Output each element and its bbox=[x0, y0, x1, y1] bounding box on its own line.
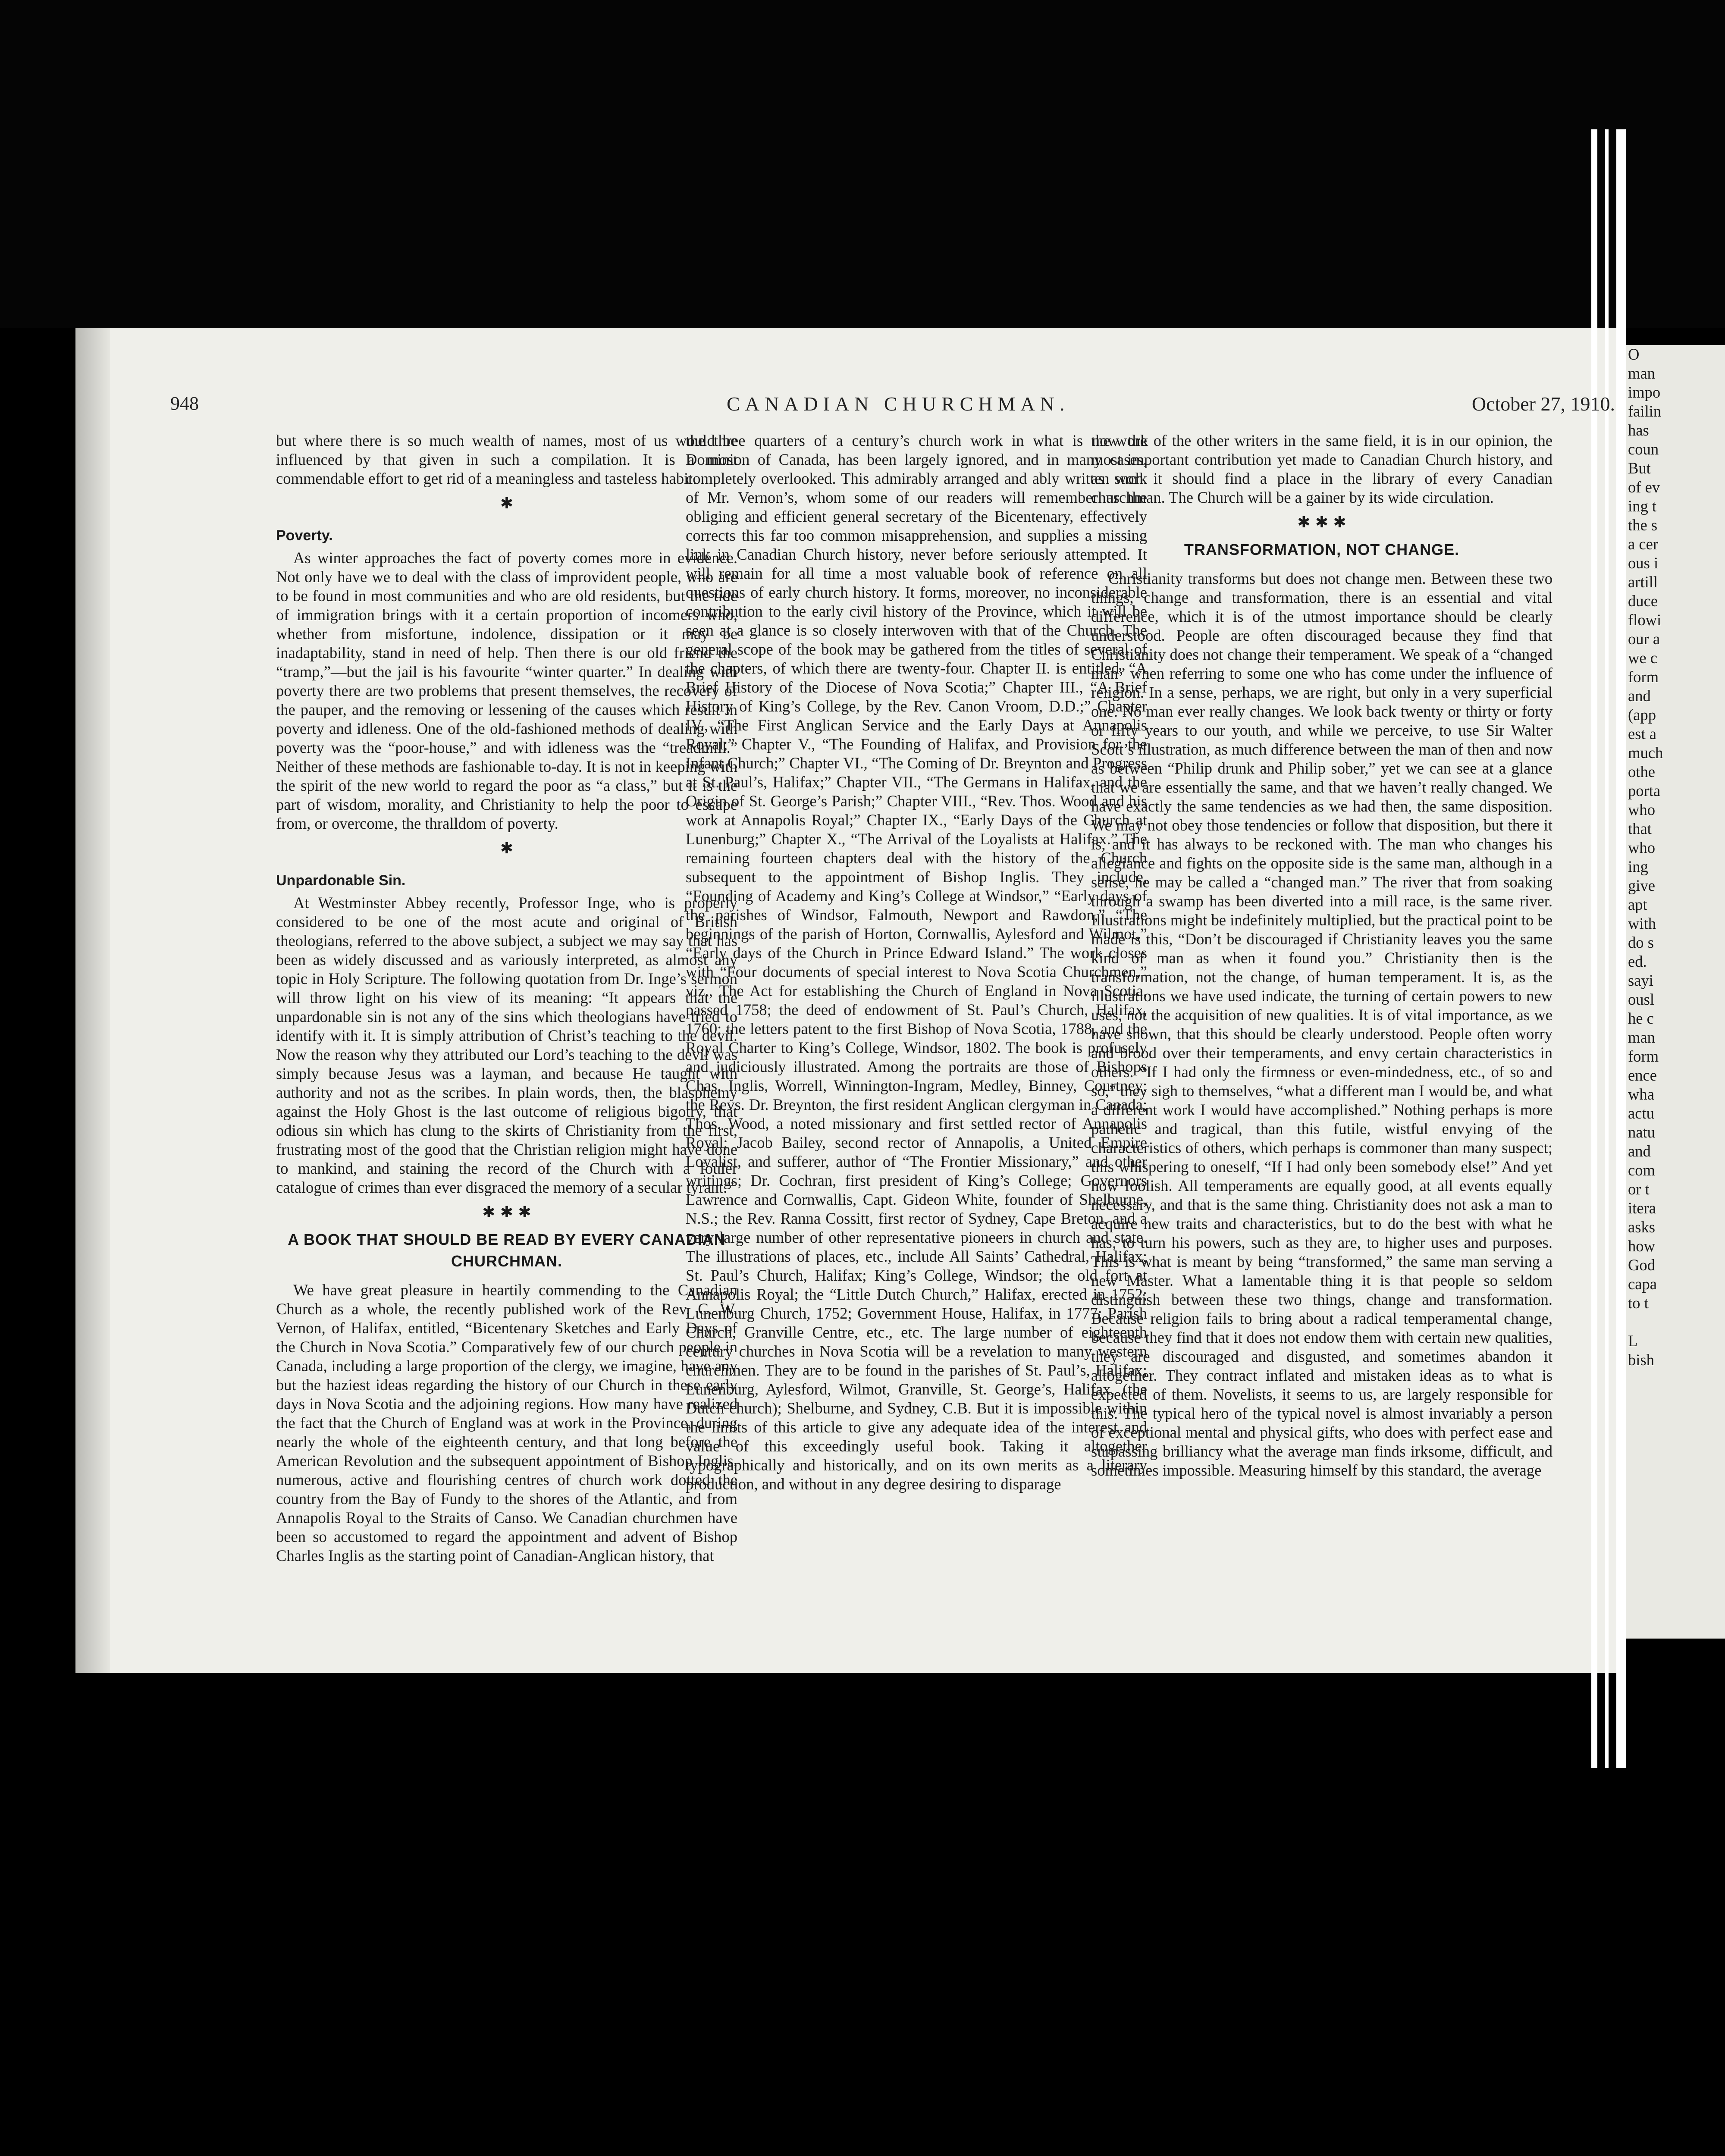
unpardonable-sin-heading: Unpardonable Sin. bbox=[276, 872, 406, 889]
fragment-line: ous i bbox=[1628, 554, 1659, 572]
fragment-line: actu bbox=[1628, 1104, 1654, 1122]
column-1 bbox=[276, 431, 737, 1571]
column-2 bbox=[686, 431, 1147, 1500]
fragment-line: sayi bbox=[1628, 971, 1653, 989]
column-3 bbox=[1091, 431, 1552, 1486]
page-fold-shadow bbox=[75, 328, 110, 1673]
fragment-line: has bbox=[1628, 421, 1649, 439]
transformation-paragraph: Christianity transforms but does not change men. Between these two things, change and transformation, there is an essential and vital difference, which it is of the utmost importance should be clearly understood. People are often discouraged because they find that Christianity does not change their temperament. We speak of a “changed man” when referring to some one who has come under the influence of religion. In a sense, perhaps, we are right, but only in a very superficial one. No man ever really changes. We look back twenty or thirty or forty or fifty years to our youth, and while we perceive, to use Sir Walter Scott’s illustration, as much difference between the man of then and now as between “Philip drunk and Philip sober,” yet we can see at a glance that we are essentially the same, and that we haven’t really changed. We have exactly the same tendencies as we had then, the same disposition. We may not obey those tendencies or follow that disposition, but there it is, and it has always to be reckoned with. The man who changes his allegiance and fights on the opposite side is the same man, although in a sense, he may be called a “changed man.” The river that from soaking through a swamp has been diverted into a mill race, is the same river. Illustrations might be indefinitely multiplied, but the practical point to be made is this, “Don’t be discouraged if Christianity leaves you the same kind of man as when it found you.” Christianity then is the transformation, not the change, of human temperament. It is, as the illustrations we have used indicate, the turning of certain powers to new uses, not the acquisition of new qualities. It is of vital importance, as we have shown, that this should be clearly understood. People often worry and brood over their temperaments, and envy certain characteristics in others. “If I had only the firmness or even-mindedness, etc., of so and so,” they sigh to themselves, “what a different man I would be, and what a different work I would have accomplished.” Nothing perhaps is more pathetic and tragical, than this futile, wistful envying of the characteristics of others, which perhaps is commoner than many suspect; this whispering to oneself, “If I had only been somebody else!” And yet how foolish. All temperaments are equally good, at all events equally necessary, and that is the same thing. Christianity does not ask a man to acquire new traits and characteristics, but to do the best with what he has; to turn his powers, such as they are, to higher uses and purposes. This is what is meant by being “transformed,” the same man serving a new Master. What a lamentable thing it is that people so seldom distinguish between these two things, change and transformation. Because religion fails to bring about a radical temperamental change, because they find that it does not endow them with certain new qualities, they are discouraged and disgusted, and sometimes abandon it altogether. They contract inflated and mistaken ideas as to what is expected of them. Novelists, it seems to us, are largely responsible for this. The typical hero of the typical novel is almost invariably a person of exceptional mental and physical gifts, who does with perfect ease and surpassing brilliancy what the average man finds irksome, difficult, and sometimes impossible. Measuring himself by this standard, the average bbox=[1091, 570, 1552, 1479]
fragment-line: form bbox=[1628, 1047, 1659, 1065]
issue-date: October 27, 1910. bbox=[1471, 393, 1615, 415]
film-edge-bar-2 bbox=[1605, 129, 1609, 1768]
poverty-heading: Poverty. bbox=[276, 527, 333, 544]
next-page-strip bbox=[1624, 345, 1725, 1639]
transformation-heading: TRANSFORMATION, NOT CHANGE. bbox=[1184, 541, 1460, 558]
fragment-line: impo bbox=[1628, 383, 1661, 401]
film-edge-bar-1 bbox=[1591, 129, 1597, 1768]
fragment-line: man bbox=[1628, 364, 1655, 382]
fragment-line: ousl bbox=[1628, 990, 1654, 1008]
fragment-line: our a bbox=[1628, 630, 1660, 648]
fragment-line: failin bbox=[1628, 402, 1662, 420]
fragment-line: ed. bbox=[1628, 953, 1647, 970]
fragment-line: form bbox=[1628, 668, 1659, 686]
fragment-line: ing t bbox=[1628, 497, 1657, 515]
fragment-line: flowi bbox=[1628, 611, 1662, 629]
film-edge-bar-3 bbox=[1616, 129, 1626, 1768]
fragment-line: do s bbox=[1628, 934, 1654, 951]
unpardonable-sin-paragraph: At Westminster Abbey recently, Professor Inge, who is properly considered to be one of the most acute and original of British theologians, referred to the above subject, a subject we may say that has been as widely discussed and as variously interpreted, as almost any topic in Holy Scripture. The following quotation from Dr. Inge’s sermon will throw light on his view of its meaning: “It appears that the unpardonable sin is not any of the sins which theologians have tried to identify with it. It is simply attribution of Christ’s teaching to the devil. Now the reason why they attributed our Lord’s teaching to the devil was simply because Jesus was a layman, and because He taught with authority and not as the scribes. In plain words, then, the blasphemy against the Holy Ghost is the last outcome of religious bigotry, that odious sin which has clung to the skirts of Christianity from the first, frustrating most of the good that the Christian religion might have done to mankind, and staining the record of the Church with a fouler catalogue of crimes than ever disgraced the memory of a secular tyrant.” bbox=[276, 894, 737, 1196]
fragment-line: with bbox=[1628, 915, 1656, 932]
fragment-line: who bbox=[1628, 801, 1655, 818]
fragment-line: or t bbox=[1628, 1180, 1650, 1198]
fragment-line: much bbox=[1628, 744, 1663, 761]
fragment-line: to t bbox=[1628, 1294, 1649, 1312]
ornament-divider: ✱ ✱ ✱ bbox=[1297, 514, 1346, 531]
next-page-fragment bbox=[1628, 345, 1663, 1369]
fragment-line: porta bbox=[1628, 782, 1661, 799]
fragment-line: artill bbox=[1628, 573, 1658, 591]
fragment-line: itera bbox=[1628, 1199, 1656, 1217]
publication-title: CANADIAN CHURCHMAN. bbox=[727, 393, 1070, 415]
fragment-line: and bbox=[1628, 1142, 1651, 1160]
page-number: 948 bbox=[170, 393, 199, 414]
fragment-line: duce bbox=[1628, 592, 1658, 610]
book-article-paragraph: We have great pleasure in heartily commending to the Canadian Church as a whole, the recently published work of the Rev. C. W. Vernon, of Halifax, entitled, “Bicentenary Sketches and Early Days of the Church in Nova Scotia.” Comparatively few of our church people in Canada, including a large proportion of the clergy, we imagine, have any but the haziest ideas regarding the history of our Church in these early days in Nova Scotia and the adjoining regions. How many have realized the fact that the Church of England was at work in the Province, during nearly the whole of the eighteenth century, and that long before the American Revolution and the subsequent appointment of Bishop Inglis, numerous, active and flourishing centres of church work dotted the country from the Bay of Fundy to the shores of the Atlantic, and from Annapolis Royal to the Straits of Canso. We Canadian churchmen have been so accustomed to regard the appointment and advent of Bishop Charles Inglis as the starting point of Canadian-Anglican history, that bbox=[276, 1281, 737, 1564]
fragment-line: ing bbox=[1628, 858, 1648, 875]
book-article-heading: A BOOK THAT SHOULD BE READ BY EVERY CANADIAN CHURCHMAN. bbox=[288, 1231, 726, 1270]
scan-border-top bbox=[0, 0, 1725, 328]
fragment-line: a cer bbox=[1628, 535, 1659, 553]
fragment-line: who bbox=[1628, 839, 1655, 856]
book-article-conclusion: the work of the other writers in the same field, it is in our opinion, the most important contribution yet made to Canadian Church history, and as such it should find a place in the library of every Canadian churchman. The Church will be a gainer by its wide circulation. bbox=[1091, 432, 1552, 506]
fragment-line: the s bbox=[1628, 516, 1658, 534]
fragment-line: est a bbox=[1628, 725, 1657, 743]
fragment-line: that bbox=[1628, 820, 1652, 837]
fragment-line: (app bbox=[1628, 706, 1656, 724]
fragment-line: L bbox=[1628, 1332, 1638, 1350]
fragment-line: asks bbox=[1628, 1218, 1655, 1236]
fragment-line: othe bbox=[1628, 763, 1655, 780]
fragment-line: give bbox=[1628, 877, 1655, 894]
fragment-line: apt bbox=[1628, 896, 1647, 913]
page-header bbox=[170, 388, 1615, 427]
fragment-line: coun bbox=[1628, 440, 1659, 458]
fragment-line: and bbox=[1628, 687, 1651, 705]
poverty-paragraph: As winter approaches the fact of poverty comes more in evidence. Not only have we to deal with the class of improvident people, who are to be found in most communities and who are old residents, but the tide of immigration brings with it a certain proportion of incomers who, whether from misfortune, indolence, dissipation or it may be inadaptability, stand in need of help. Then there is our old friend the “tramp,”—but the jail is his favourite “winter quarter.” In dealing with poverty there are two problems that present themselves, the recovery of the pauper, and the removing or lessening of the causes which result in poverty and idleness. One of the old-fashioned methods of dealing with poverty was the “poor-house,” and with idleness was the “treadmill.” Neither of these methods are fashionable to-day. It is not in keeping with the spirit of the new world to regard the poor as “a class,” but it is the part of wisdom, morality, and Christianity to help the poor to escape from, or overcome, the thralldom of poverty. bbox=[276, 549, 737, 832]
book-article-continued: the three quarters of a century’s church work in what is now the Dominion of Canada, has been largely ignored, and in many cases, completely overlooked. This admirably arranged and ably written work of Mr. Vernon’s, whom some of our readers will remember as the obliging and efficient general secretary of the Bicentenary, effectively corrects this far too common misapprehension, and supplies a missing link in Canadian Church history, never before seriously attempted. It will remain for all time a most valuable book of reference on all questions of early church history. It forms, moreover, no inconsiderable contribution to the early civil history of the Province, which it will be seen at a glance is so closely interwoven with that of the Church. The general scope of the book may be gathered from the titles of several of the chapters, of which there are twenty-four. Chapter II. is entitled, “A Brief History of the Diocese of Nova Scotia;” Chapter III., “A Brief History of King’s College, by the Rev. Canon Vroom, D.D.;” Chapter IV., “The First Anglican Service and the Early Days at Annapolis Royal;” Chapter V., “The Founding of Halifax, and Provision for the Infant Church;” Chapter VI., “The Coming of Dr. Breynton and Progress at St. Paul’s, Halifax;” Chapter VII., “The Germans in Halifax, and the Origin of St. George’s Parish;” Chapter VIII., “Rev. Thos. Wood and his work at Annapolis Royal;” Chapter IX., “Early Days of the Church at Lunenburg;” Chapter X., “The Arrival of the Loyalists at Halifax.” The remaining fourteen chapters deal with the history of the Church subsequent to the appointment of Bishop Inglis. They include, “Founding of Academy and King’s College at Windsor,” “Early days of the parishes of Windsor, Falmouth, Newport and Rawdon,” “The beginnings of the parish of Horton, Cornwallis, Aylesford and Wilmot,” “Early days of the Church in Prince Edward Island.” The work closes with “Four documents of special interest to Nova Scotia Churchmen,” viz., The Act for establishing the Church of England in Nova Scotia, passed 1758; the deed of endowment of St. Paul’s Church, Halifax, 1760; the letters patent to the first Bishop of Nova Scotia, 1788, and the Royal Charter to King’s College, Windsor, 1802. The book is profusely and judiciously illustrated. Among the portraits are those of Bishops Chas. Inglis, Worrell, Winnington-Ingram, Medley, Binney, Courtney; the Revs. Dr. Breynton, the first resident Anglican clergyman in Canada; Thos. Wood, a noted missionary and first settled rector of Annapolis Royal; Jacob Bailey, second rector of Annapolis, a United Empire Loyalist, and sufferer, author of “The Frontier Missionary,” and other writings; Dr. Cochran, first president of King’s College; Governors Lawrence and Cornwallis, Capt. Gideon White, founder of Shelburne, N.S.; the Rev. Ranna Cossitt, first rector of Sydney, Cape Breton, and a very large number of other representative pioneers in church and state. The illustrations of places, etc., include All Saints’ Cathedral, Halifax; St. Paul’s Church, Halifax; King’s College, Windsor; the old fort at Annapolis Royal; the “Little Dutch Church,” Halifax, erected in 1752; Lunenburg Church, 1752; Government House, Halifax, in 1777; Parish Church, Granville Centre, etc., etc. The large number of eighteenth century churches in Nova Scotia will be a revelation to many western churchmen. They are to be found in the parishes of St. Paul’s, Halifax; Lunenburg, Aylesford, Wilmot, Granville, St. George’s, Halifax, (the Dutch church); Shelburne, and Sydney, C.B. But it is impossible within the limits of this article to give any adequate idea of the interest and value of this exceedingly useful book. Taking it altogether typographically and historically, and on its own merits as a literary production, and without in any degree desiring to disparage bbox=[686, 432, 1147, 1493]
fragment-line: ence bbox=[1628, 1066, 1657, 1084]
ornament-divider: ✱ bbox=[500, 495, 514, 512]
fragment-line: of ev bbox=[1628, 478, 1660, 496]
fragment-line: how bbox=[1628, 1237, 1655, 1255]
fragment-line: he c bbox=[1628, 1009, 1654, 1027]
fragment-line: bish bbox=[1628, 1351, 1654, 1369]
fragment-line: capa bbox=[1628, 1275, 1657, 1293]
fragment-line: O bbox=[1628, 345, 1640, 363]
column-1-intro: but where there is so much wealth of names, most of us would be influenced by that given in such a compilation. It is a most commendable effort to get rid of a meaningless and tasteless habit. bbox=[276, 432, 737, 487]
fragment-line: God bbox=[1628, 1256, 1655, 1274]
fragment-line: natu bbox=[1628, 1123, 1655, 1141]
fragment-line: we c bbox=[1628, 649, 1658, 667]
ornament-divider: ✱ ✱ ✱ bbox=[482, 1203, 531, 1221]
ornament-divider: ✱ bbox=[500, 840, 514, 857]
fragment-line: wha bbox=[1628, 1085, 1654, 1103]
fragment-line bbox=[1628, 1313, 1663, 1332]
fragment-line: man bbox=[1628, 1028, 1655, 1046]
fragment-line: But bbox=[1628, 459, 1651, 477]
fragment-line: com bbox=[1628, 1161, 1655, 1179]
